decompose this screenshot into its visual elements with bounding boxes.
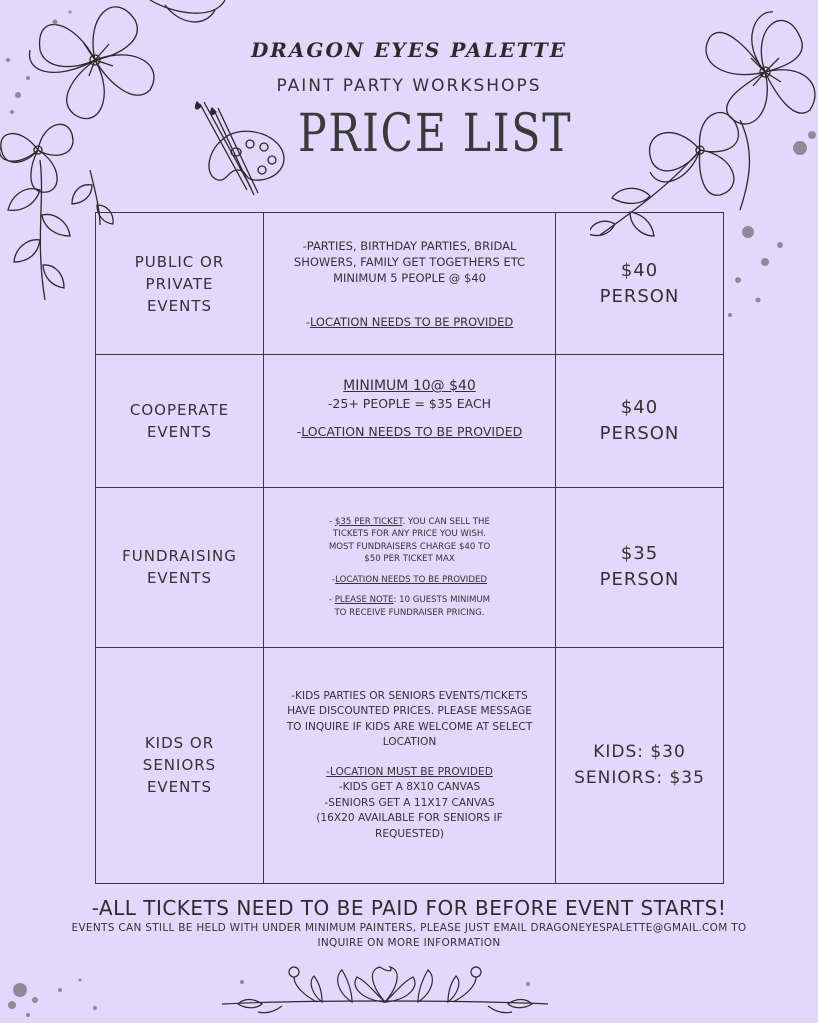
- location-note: LOCATION NEEDS TO BE PROVIDED: [309, 314, 514, 329]
- description-line: REQUESTED): [374, 827, 445, 840]
- description-line: -25+ PEOPLE = $35 EACH: [327, 396, 492, 412]
- please-note-label: PLEASE NOTE: [334, 595, 394, 606]
- event-type-cell: [96, 355, 264, 488]
- location-requirement: [268, 423, 551, 441]
- event-type-line: EVENTS: [146, 423, 213, 442]
- price-cell: [556, 488, 724, 648]
- event-description-cell: [264, 647, 556, 883]
- table-row: [96, 355, 724, 488]
- event-type-cell: [96, 213, 264, 355]
- prefix: -: [328, 595, 335, 606]
- description-line: -SENIORS GET A 11X17 CANVAS: [324, 796, 495, 809]
- description-line: -KIDS GET A 8X10 CANVAS: [338, 781, 481, 794]
- footer-note-line: INQUIRE ON MORE INFORMATION: [317, 937, 501, 949]
- event-description-cell: [264, 213, 556, 355]
- description-text: : 10 GUESTS MINIMUM: [393, 595, 491, 606]
- table-row: [96, 488, 724, 648]
- paint-palette-icon: [192, 100, 287, 200]
- price-unit: PERSON: [599, 569, 680, 591]
- location-requirement: [268, 314, 551, 330]
- event-type-cell: [96, 647, 264, 883]
- description-line: MOST FUNDRAISERS CHARGE $40 TO: [328, 541, 491, 552]
- location-note: -LOCATION MUST BE PROVIDED: [326, 765, 493, 778]
- prefix: -: [329, 516, 335, 527]
- prefix: -: [331, 574, 336, 585]
- price-unit: PERSON: [599, 423, 680, 445]
- page-subtitle: PAINT PARTY WORKSHOPS: [276, 76, 542, 96]
- price-kids: KIDS: $30: [593, 742, 686, 763]
- footer-note-line: EVENTS CAN STILL BE HELD WITH UNDER MINIMUM PAINTERS, PLEASE JUST EMAIL DRAGONEYESPALETTE@GMAIL.COM TO: [71, 922, 747, 934]
- floral-divider-bottom: [222, 962, 548, 1020]
- description-line: [268, 516, 551, 529]
- ticket-price-note: $35 PER TICKET: [334, 516, 403, 527]
- location-note: LOCATION NEEDS TO BE PROVIDED: [335, 574, 487, 585]
- event-type-line: EVENTS: [146, 296, 213, 315]
- description-text: . YOU CAN SELL THE: [402, 516, 490, 527]
- price-cell: [556, 647, 724, 883]
- prefix: -: [305, 314, 310, 329]
- brand-name: DRAGON EYES PALETTE: [250, 38, 568, 62]
- event-type-line: PUBLIC OR: [134, 252, 225, 271]
- description-line: LOCATION: [382, 736, 437, 749]
- event-type-line: PRIVATE: [145, 274, 214, 293]
- event-description-cell: [264, 355, 556, 488]
- description-line: TO RECEIVE FUNDRAISER PRICING.: [334, 607, 485, 618]
- prefix: -: [296, 424, 302, 440]
- description-line: (16X20 AVAILABLE FOR SENIORS IF: [316, 812, 503, 825]
- description-line: -KIDS PARTIES OR SENIORS EVENTS/TICKETS: [291, 689, 528, 702]
- payment-notice: -ALL TICKETS NEED TO BE PAID FOR BEFORE EVENT STARTS!: [91, 896, 727, 920]
- price-amount: $40: [620, 259, 659, 281]
- event-description-cell: [264, 488, 556, 648]
- location-requirement: [268, 574, 551, 587]
- price-cell: [556, 213, 724, 355]
- description-line: TICKETS FOR ANY PRICE YOU WISH.: [333, 529, 486, 540]
- minimum-note: MINIMUM 10@ $40: [343, 378, 476, 395]
- price-amount: $35: [620, 543, 659, 565]
- location-note: LOCATION NEEDS TO BE PROVIDED: [301, 424, 523, 440]
- event-type-line: FUNDRAISING: [122, 547, 237, 566]
- event-type-line: EVENTS: [146, 569, 213, 588]
- price-cell: [556, 355, 724, 488]
- description-line: $50 PER TICKET MAX: [364, 554, 455, 565]
- price-seniors: SENIORS: $35: [574, 768, 705, 789]
- table-row: [96, 213, 724, 355]
- footer-note: [15, 921, 803, 951]
- event-type-line: EVENTS: [146, 778, 213, 797]
- event-type-cell: [96, 488, 264, 648]
- description-line: HAVE DISCOUNTED PRICES. PLEASE MESSAGE: [287, 705, 532, 718]
- description-line: [268, 594, 551, 607]
- event-type-line: SENIORS: [142, 756, 217, 775]
- description-line: MINIMUM 5 PEOPLE @ $40: [333, 270, 486, 285]
- paint-splatter-bottom-left: [0, 960, 110, 1023]
- price-table: [95, 212, 724, 884]
- description-line: TO INQUIRE IF KIDS ARE WELCOME AT SELECT: [286, 720, 533, 733]
- event-type-line: KIDS OR: [144, 734, 215, 753]
- table-row: [96, 647, 724, 883]
- description-line: -PARTIES, BIRTHDAY PARTIES, BRIDAL: [302, 238, 517, 253]
- event-type-line: COOPERATE: [129, 401, 230, 420]
- description-line: SHOWERS, FAMILY GET TOGETHERS ETC: [293, 254, 526, 269]
- page-title: PRICE LIST: [298, 104, 573, 164]
- price-amount: $40: [620, 397, 659, 419]
- price-unit: PERSON: [599, 285, 680, 307]
